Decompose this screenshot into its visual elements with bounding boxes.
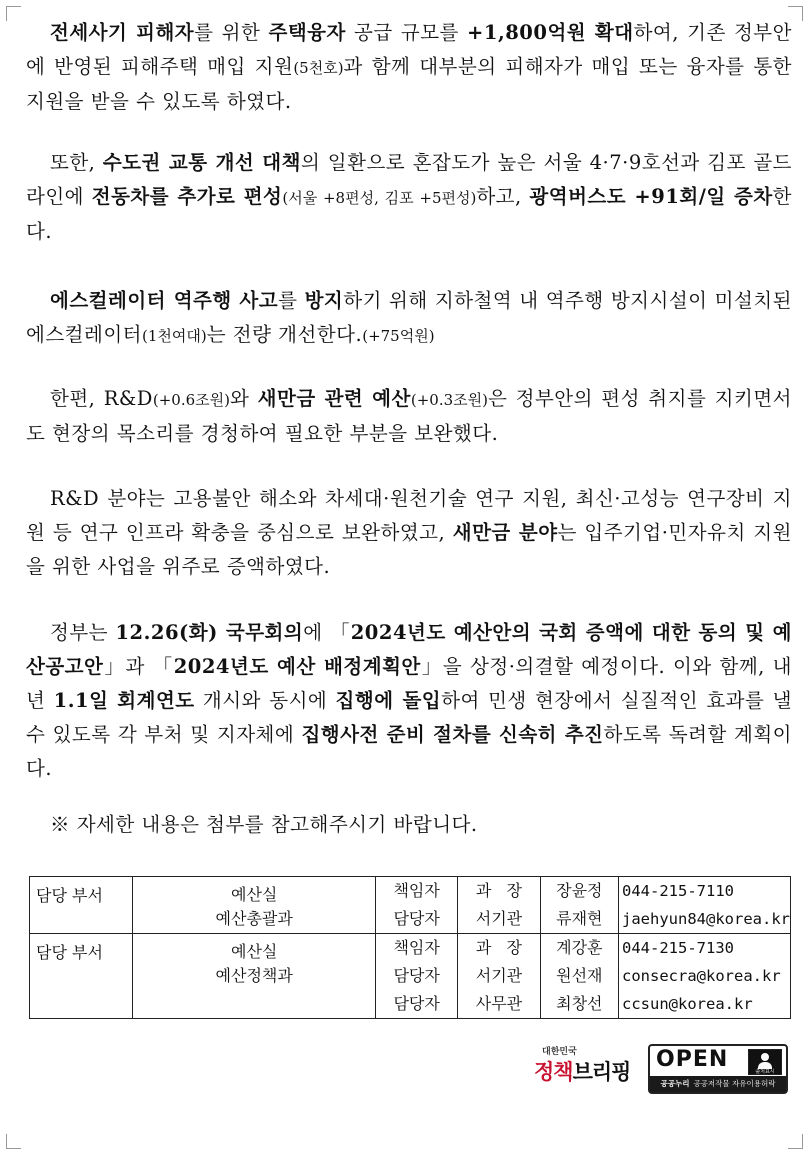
emphasis: 주택융자 <box>268 21 346 44</box>
paragraph-escalator: 에스컬레이터 역주행 사고를 방지하기 위해 지하철역 내 역주행 방지시설이 미설치된 에스컬레이터(1천여대)는 전량 개선한다.(+75억원) <box>26 289 792 346</box>
emphasis: 전세사기 피해자 <box>50 21 195 44</box>
emphasis: 12.26(화) 국무회의 <box>115 621 304 644</box>
emphasis: +1,800억원 확대 <box>467 21 634 44</box>
attachment-note: ※ 자세한 내용은 첨부를 참고해주시기 바랍니다. <box>50 813 478 836</box>
phone-number: 044-215-7130 <box>622 939 734 957</box>
emphasis: 1.1일 회계연도 <box>53 689 195 712</box>
title-cell: 과 장 서기관 <box>458 877 540 934</box>
paragraph-rnd-saemangeum: 한편, R&D(+0.6조원)와 새만금 관련 예산(+0.3조원)은 정부안의 편성 취지를 지키면서도 현장의 목소리를 경청하여 필요한 부분을 보완했다. <box>26 387 792 445</box>
phone-number: 044-215-7110 <box>622 882 734 900</box>
emphasis: 새만금 분야 <box>452 521 558 544</box>
dept-label: 담당 부서 <box>30 877 133 934</box>
emphasis: 집행에 돌입 <box>335 689 442 712</box>
attribution-person-icon: 출처표시 <box>748 1049 782 1075</box>
table-row <box>30 877 791 934</box>
policy-briefing-logo: 대한민국 정책브리핑 <box>534 1047 631 1084</box>
emphasis: 2024년도 예산안의 국회 증액에 대한 동의 및 예산공고안 <box>26 621 792 678</box>
crop-mark-bottom-right <box>788 1134 803 1149</box>
email-link[interactable]: consecra@korea.kr <box>622 967 781 985</box>
role-cell: 책임자 담당자 담당자 <box>375 934 457 1019</box>
emphasis: 광역버스도 +91회/일 증차 <box>529 185 773 208</box>
emphasis: 2024년도 예산 배정계획안 <box>173 655 421 678</box>
crop-mark-top-left <box>6 6 21 21</box>
emphasis: 새만금 관련 예산 <box>257 387 411 410</box>
paragraph-rnd-detail: R&D 분야는 고용불안 해소와 차세대·원천기술 연구 지원, 최신·고성능 연구장비 지원 등 연구 인프라 확충을 중심으로 보완하였고, 새만금 분야는 입주기업·민자유치 지원을 위한 사업을 위주로 증액하였다. <box>26 487 792 578</box>
emphasis: 방지 <box>304 289 344 312</box>
emphasis: 수도권 교통 개선 대책 <box>102 151 301 174</box>
paragraph-cabinet-meeting: 정부는 12.26(화) 국무회의에 「2024년도 예산안의 국회 증액에 대한 동의 및 예산공고안」과 「2024년도 예산 배정계획안」을 상정·의결할 예정이다. 이와 함께, 내년 1.1일 회계연도 개시와 동시에 집행에 돌입하여 민생 현장에서 실질적인 효과를 낼 수 있도록 각 부처 및 지자체에 집행사전 준비 절차를 신속히 추진하도록 독려할 계획이다. <box>26 621 793 780</box>
email-link[interactable]: jaehyun84@korea.kr <box>622 910 790 928</box>
footer-logos <box>534 1044 784 1094</box>
paragraph-housing-loan: 전세사기 피해자를 위한 주택융자 공급 규모를 +1,800억원 확대하여, 기존 정부안에 반영된 피해주택 매입 지원(5천호)과 함께 대부분의 피해자가 매입 또는 융자를 통한 지원을 받을 수 있도록 하였다. <box>26 21 792 113</box>
crop-mark-bottom-left <box>6 1134 21 1149</box>
emphasis: 집행사전 준비 절차를 신속히 추진 <box>301 723 604 746</box>
emphasis: 전동차를 추가로 편성 <box>91 185 283 208</box>
role-cell: 책임자 담당자 <box>375 877 457 934</box>
email-link[interactable]: ccsun@korea.kr <box>622 995 753 1013</box>
office-cell: 예산실 예산총괄과 <box>133 877 376 934</box>
emphasis: 에스컬레이터 역주행 사고 <box>50 289 279 312</box>
table-row <box>30 934 791 1019</box>
name-cell: 계강훈 원선재 최창선 <box>540 934 618 1019</box>
paragraph-transport: 또한, 수도권 교통 개선 대책의 일환으로 혼잡도가 높은 서울 4·7·9호선과 김포 골드라인에 전동차를 추가로 편성(서울 +8편성, 김포 +5편성)하고, 광역버스도 +91회/일 증차한다. <box>26 151 792 243</box>
dept-label: 담당 부서 <box>30 934 133 1019</box>
title-cell: 과 장 서기관 사무관 <box>458 934 540 1019</box>
kogl-open-license-logo: OPEN 출처표시 공공누리 공공저작물 자유이용허락 <box>648 1044 788 1094</box>
office-cell: 예산실 예산정책과 <box>133 934 376 1019</box>
contact-table <box>29 876 791 1019</box>
contact-cell <box>619 934 791 1019</box>
contact-cell <box>619 877 791 934</box>
name-cell: 장윤정 류재현 <box>540 877 618 934</box>
